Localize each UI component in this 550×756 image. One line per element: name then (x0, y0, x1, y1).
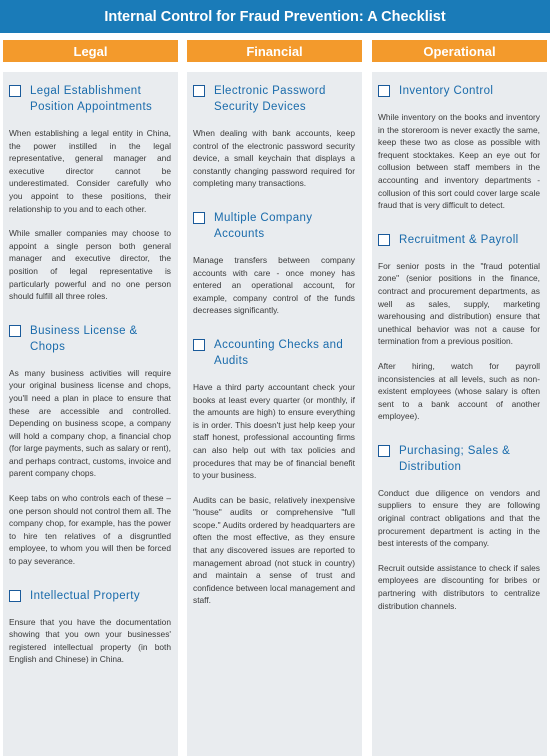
item-title: Inventory Control (399, 85, 494, 97)
item-paragraph: When dealing with bank accounts, keep control of the electronic password security device, a small keychain that displays a constantly changing password required for completing many transactions. (193, 128, 355, 189)
checklist-item (193, 83, 355, 190)
checkbox[interactable] (378, 234, 390, 246)
item-paragraph: Audits can be basic, relatively inexpensive "house" audits or comprehensive "full scope." Audits ordered by headquarters are often the most effective, as they ensure that any discovered issues are reported to management abroad (not stuck in country) and maintain a sense of trust and confidence between local management and staff. (193, 494, 355, 606)
column-body (372, 72, 547, 756)
item-paragraph: Keep tabs on who controls each of these – one person should not control them all. The company chop, for example, has the power to hire ten relatives of a disgruntled employee, to whom you will then be forced to pay severance. (9, 493, 171, 567)
checklist-item (193, 337, 355, 607)
column-operational (372, 40, 547, 756)
title-bar (0, 0, 550, 33)
checkbox[interactable] (9, 325, 21, 337)
item-paragraph: Conduct due diligence on vendors and suppliers to ensure they are following original contract obligations and that the procurement department is acting in the best interests of the company. (378, 487, 540, 549)
checkbox[interactable] (9, 85, 21, 97)
item-paragraph: While smaller companies may choose to appoint a single person both general manager and executive director, the position of legal representative is particularly powerful and no one person should fulfill all three roles. (9, 228, 171, 302)
column-header: Legal (3, 40, 178, 62)
item-title: Intellectual Property (30, 589, 141, 602)
column-legal (3, 40, 178, 756)
checklist-item (9, 323, 171, 568)
checklist-item (378, 232, 540, 423)
item-paragraph: While inventory on the books and inventory in the storeroom is never exactly the same, keep these two as close as possible with frequent stocktakes. Keep an eye out for collusion between staff members in the accounting and inventory departments - collusion of this sort could cover large scale fraud that is very difficult to detect. (378, 112, 540, 211)
checkbox[interactable] (193, 85, 205, 97)
item-title: Business License & Chops (30, 324, 138, 353)
column-body (187, 72, 362, 756)
item-title: Multiple Company Accounts (214, 211, 313, 240)
item-title: Electronic Password Security Devices (214, 85, 326, 113)
item-paragraph: When establishing a legal entity in China, the power instilled in the legal representative, general manager and executive director cannot be underestimated. Consider carefully who you appoint to these positions, their relationship to you and to each other. (9, 128, 171, 214)
column-header: Operational (372, 40, 547, 62)
item-title: Purchasing; Sales & Distribution (399, 444, 511, 473)
item-paragraph: Recruit outside assistance to check if sales employees are discounting for bribes or partnering with distributors to centralize distribution channels. (378, 562, 540, 611)
column-header: Financial (187, 40, 362, 62)
page-title: Internal Control for Fraud Prevention: A Checklist (104, 8, 446, 25)
checkbox[interactable] (193, 212, 205, 224)
item-paragraph: Ensure that you have the documentation showing that you own your businesses' registered intellectual property (in both English and Chinese) in China. (9, 616, 171, 665)
item-paragraph: For senior posts in the "fraud potential zone" (senior positions in the finance, contract and procurement departments, as well as sales, supply, marketing warehousing and distribution) ensure that unethical behavior was not a cause for termination from a previous position. (378, 260, 540, 347)
item-paragraph: As many business activities will require your original business license and chops, you'll need a plan in place to ensure that these are accessible and controlled. Depending on business scope, a company will hold a company chop, a financial chop (for large payments, such as salary or rent), and perhaps contract, customs, invoice and parent company chops. (9, 367, 171, 479)
column-body (3, 72, 178, 756)
item-title: Accounting Checks and Audits (214, 338, 344, 367)
checklist-item (193, 210, 355, 317)
item-title: Legal Establishment Position Appointments (30, 85, 153, 113)
checkbox[interactable] (378, 85, 390, 97)
checkbox[interactable] (378, 445, 390, 457)
checkbox[interactable] (9, 590, 21, 602)
checklist-item (9, 588, 171, 666)
item-paragraph: After hiring, watch for payroll inconsistencies at all levels, such as non-existent employees (whose salary is often sent to a bank account of another employee). (378, 360, 540, 422)
checklist-item (378, 83, 540, 212)
item-paragraph: Have a third party accountant check your books at least every quarter (or monthly, if the amounts are high) to ensure everything is in order. This doesn't just help keep your staff honest, professional accounting firms can also help out with tax policies and procedures that may be of financial benefit to your business. (193, 381, 355, 481)
checkbox[interactable] (193, 339, 205, 351)
item-paragraph: Manage transfers between company accounts with care - once money has entered an operational account, for example, company control of the funds decreases significantly. (193, 254, 355, 316)
checklist-item (378, 443, 540, 612)
checklist-item (9, 83, 171, 303)
item-title: Recruitment & Payroll (399, 233, 519, 246)
column-financial (187, 40, 362, 756)
